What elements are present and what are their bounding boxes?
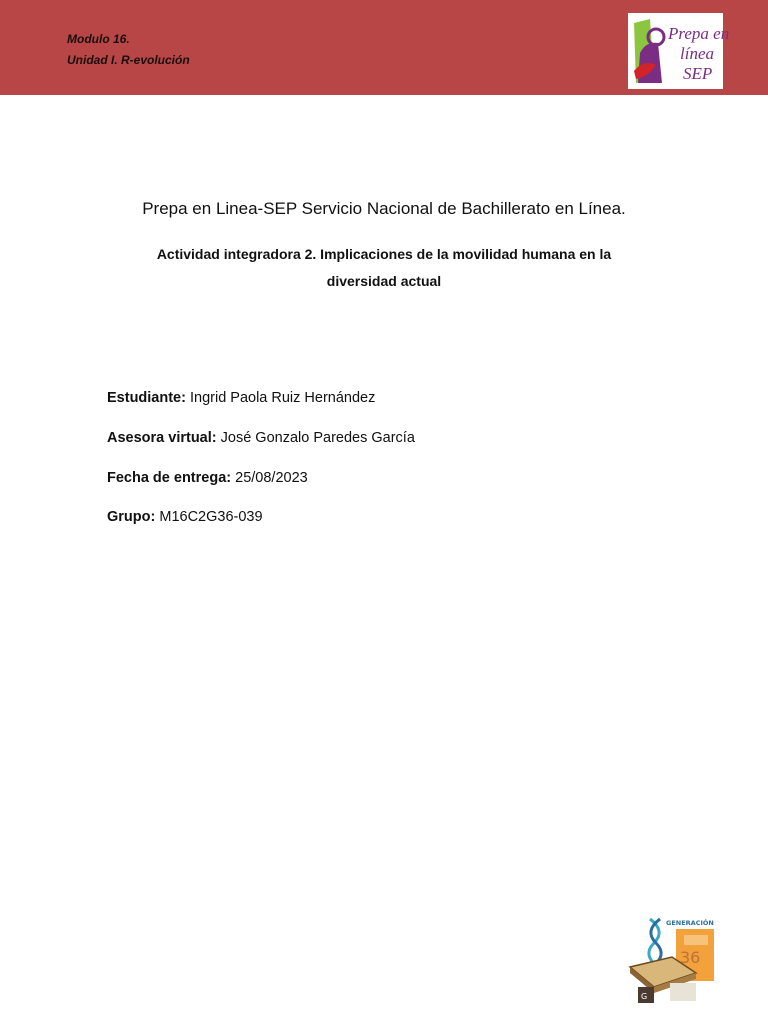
unit-label: Unidad I. R-evolución: [67, 53, 190, 67]
info-value: José Gonzalo Paredes García: [220, 430, 415, 446]
info-value: 25/08/2023: [235, 470, 308, 486]
logo-text-line-2: línea: [680, 44, 714, 63]
svg-text:G: G: [641, 992, 648, 1001]
badge-heading: GENERACIÓN: [666, 919, 714, 927]
generation-badge-graphic: [626, 915, 718, 1007]
info-value: Ingrid Paola Ruiz Hernández: [189, 390, 376, 406]
logo-text-line-3: SEP: [683, 64, 713, 83]
info-label: Fecha de entrega:: [107, 470, 232, 486]
logo-text-line-1: Prepa en: [668, 24, 730, 43]
prepa-en-linea-logo: [628, 13, 730, 89]
badge-number: 36: [680, 948, 701, 967]
header-text: [67, 29, 190, 71]
info-student: [107, 390, 375, 406]
info-advisor: [107, 430, 415, 446]
info-group: [107, 509, 263, 525]
generation-badge: [626, 915, 718, 1007]
info-delivery-date: [107, 470, 308, 486]
info-value: M16C2G36-039: [159, 509, 263, 525]
info-label: Grupo:: [107, 509, 156, 525]
prepa-logo-graphic: [628, 13, 730, 89]
info-label: Asesora virtual:: [107, 430, 217, 446]
module-label: Modulo 16.: [67, 32, 130, 46]
document-subtitle: Actividad integradora 2. Implicaciones de la movilidad humana en la diversidad actual: [156, 246, 612, 289]
info-label: Estudiante:: [107, 390, 186, 406]
document-title: Prepa en Linea-SEP Servicio Nacional de Bachillerato en Línea.: [142, 199, 626, 218]
